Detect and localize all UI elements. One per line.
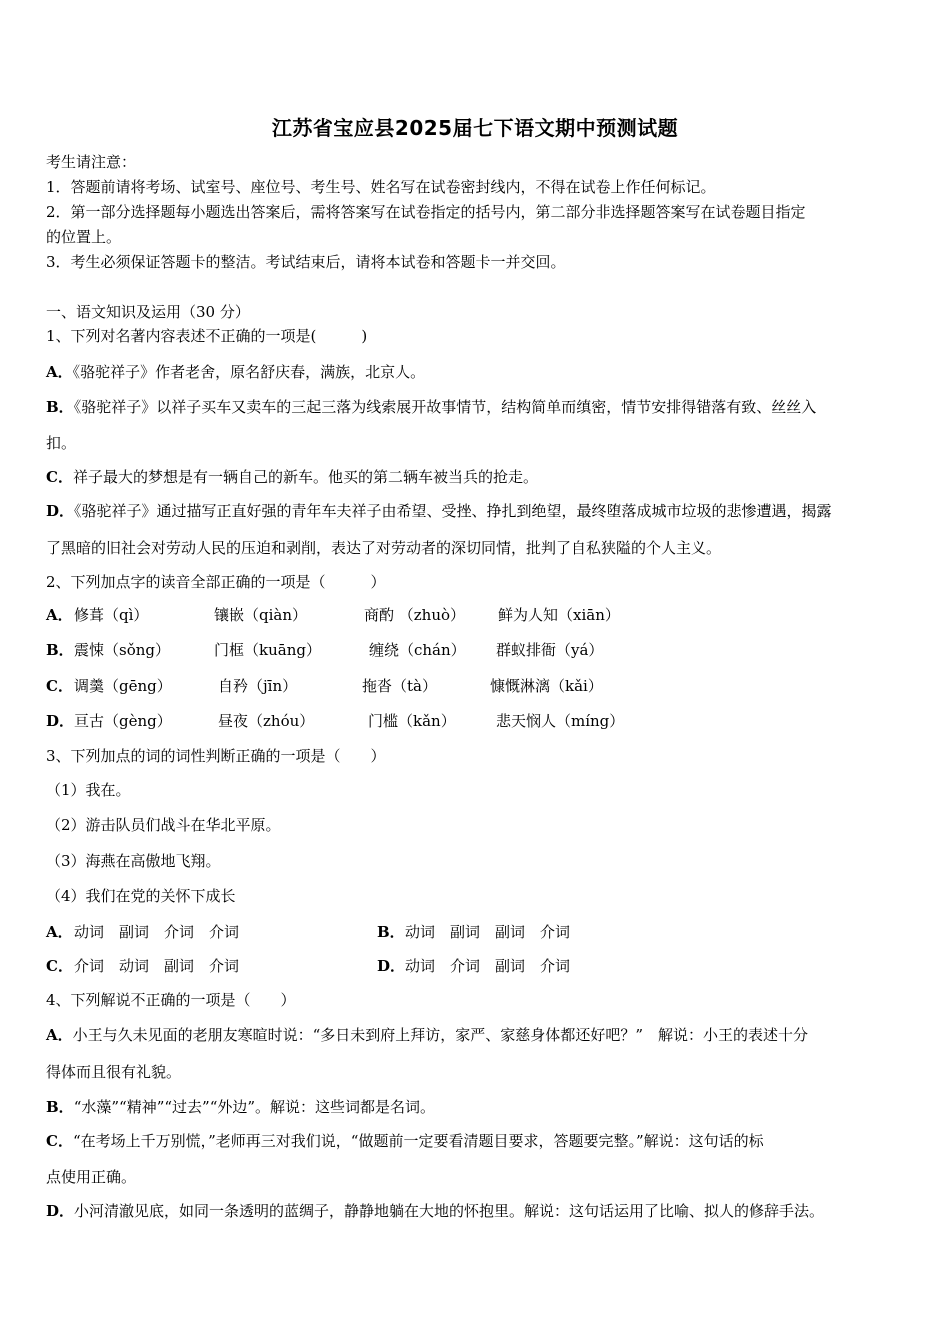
option-label: A． bbox=[46, 1026, 73, 1044]
question-2-stem: 2、下列加点字的读音全部正确的一项是（ ） bbox=[46, 573, 386, 591]
option-label: B． bbox=[46, 1098, 74, 1116]
option-item: 调羹（gēng） bbox=[74, 677, 172, 695]
option-text: “水藻”“精神”“过去”“外边”。解说：这些词都是名词。 bbox=[73, 1098, 436, 1116]
question-4-option-d bbox=[46, 1201, 824, 1221]
question-3-stem: 3、下列加点的词的词性判断正确的一项是（ ） bbox=[46, 747, 386, 765]
question-4-option-b bbox=[46, 1097, 435, 1117]
question-4-option-a-cont: 得体而且很有礼貌。 bbox=[46, 1063, 182, 1081]
question-1-option-b bbox=[46, 397, 816, 417]
option-label: D． bbox=[46, 712, 75, 730]
option-label: C． bbox=[46, 1132, 73, 1150]
option-item: 亘古（gèng） bbox=[74, 712, 172, 730]
option-text: 介词 动词 副词 介词 bbox=[74, 957, 240, 975]
option-text: 《骆驼祥子》通过描写正直好强的青年车夫祥子由希望、受挫、挣扎到绝望，最终堕落成城市垃圾的悲惨遭遇，揭露 bbox=[74, 502, 832, 520]
question-3-sub-1: （1）我在。 bbox=[46, 781, 131, 799]
option-label: D． bbox=[46, 1202, 75, 1220]
notice-item-2-cont: 的位置上。 bbox=[46, 228, 122, 246]
question-4-option-c bbox=[46, 1131, 764, 1151]
option-text: 小王与久未见面的老朋友寒暄时说：“多日未到府上拜访，家严、家慈身体都还好吧？” 解说：小王的表述十分 bbox=[72, 1026, 808, 1044]
question-3-sub-2: （2）游击队员们战斗在华北平原。 bbox=[46, 816, 281, 834]
question-1-stem: 1、下列对名著内容表述不正确的一项是( ) bbox=[46, 327, 368, 345]
option-item: 自矜（jīn） bbox=[218, 677, 298, 695]
option-text: 动词 副词 介词 介词 bbox=[74, 923, 240, 941]
question-4-option-a bbox=[46, 1025, 808, 1045]
option-item: 震悚（sǒng） bbox=[74, 641, 170, 659]
option-item: 鲜为人知（xiān） bbox=[498, 606, 620, 624]
question-1-option-c bbox=[46, 467, 538, 487]
option-item: 商酌 （zhuò） bbox=[364, 606, 466, 624]
option-label: B． bbox=[377, 923, 405, 941]
question-4-option-c-cont: 点使用正确。 bbox=[46, 1168, 137, 1186]
question-3-sub-4: （4）我们在党的关怀下成长 bbox=[46, 887, 236, 905]
option-item: 群蚁排衙（yá） bbox=[496, 641, 604, 659]
option-label: C． bbox=[46, 957, 73, 975]
option-label: B． bbox=[46, 641, 74, 659]
option-text: 祥子最大的梦想是有一辆自己的新车。他买的第二辆车被当兵的抢走。 bbox=[72, 468, 538, 486]
option-text: 小河清澈见底，如同一条透明的蓝绸子，静静地躺在大地的怀抱里。解说：这句话运用了比喻、拟人的修辞手法。 bbox=[74, 1202, 825, 1220]
notice-heading: 考生请注意： bbox=[46, 153, 137, 171]
option-label: B． bbox=[46, 398, 74, 416]
option-item: 慷慨淋漓（kǎi） bbox=[490, 677, 603, 695]
option-item: 门框（kuāng） bbox=[214, 641, 321, 659]
question-1-option-b-cont: 扣。 bbox=[46, 434, 77, 452]
option-label: C． bbox=[46, 677, 73, 695]
question-3-sub-3: （3）海燕在高傲地飞翔。 bbox=[46, 852, 221, 870]
question-1-option-d-cont: 了黑暗的旧社会对劳动人民的压迫和剥削，表达了对劳动者的深切同情，批判了自私狭隘的个人主义。 bbox=[46, 539, 722, 557]
option-label: A． bbox=[46, 363, 73, 381]
option-text: “在考场上千万别慌，”老师再三对我们说，“做题前一定要看清题目要求，答题要完整。”解说：这句话的标 bbox=[72, 1132, 764, 1150]
option-item: 镶嵌（qiàn） bbox=[214, 606, 308, 624]
option-label: C． bbox=[46, 468, 73, 486]
option-text: 动词 介词 副词 介词 bbox=[405, 957, 571, 975]
section-heading: 一、语文知识及运用（30 分） bbox=[46, 303, 250, 321]
option-item: 悲天悯人（míng） bbox=[496, 712, 625, 730]
option-item: 门槛（kǎn） bbox=[368, 712, 456, 730]
option-label: D． bbox=[377, 957, 406, 975]
notice-item-2: 2．第一部分选择题每小题选出答案后，需将答案写在试卷指定的括号内，第二部分非选择题答案写在试卷题目指定 bbox=[46, 203, 806, 221]
question-1-option-a bbox=[46, 362, 425, 382]
option-item: 修葺（qì） bbox=[74, 606, 149, 624]
option-item: 拖沓（tà） bbox=[362, 677, 437, 695]
option-text: 《骆驼祥子》作者老舍，原名舒庆春，满族，北京人。 bbox=[72, 363, 426, 381]
option-item: 缠绕（chán） bbox=[369, 641, 466, 659]
page-title: 江苏省宝应县2025届七下语文期中预测试题 bbox=[271, 116, 679, 140]
question-1-option-d bbox=[46, 501, 832, 521]
option-item: 昼夜（zhóu） bbox=[218, 712, 315, 730]
question-4-stem: 4、下列解说不正确的一项是（ ） bbox=[46, 991, 296, 1009]
notice-item-1: 1．答题前请将考场、试室号、座位号、考生号、姓名写在试卷密封线内，不得在试卷上作任何标记。 bbox=[46, 178, 716, 196]
option-text: 动词 副词 副词 介词 bbox=[405, 923, 571, 941]
option-label: D． bbox=[46, 502, 75, 520]
option-label: A． bbox=[46, 923, 73, 941]
notice-item-3: 3．考生必须保证答题卡的整洁。考试结束后，请将本试卷和答题卡一并交回。 bbox=[46, 253, 566, 271]
option-label: A． bbox=[46, 606, 73, 624]
option-text: 《骆驼祥子》以祥子买车又卖车的三起三落为线索展开故事情节，结构简单而缜密，情节安排得错落有致、丝丝入 bbox=[73, 398, 817, 416]
